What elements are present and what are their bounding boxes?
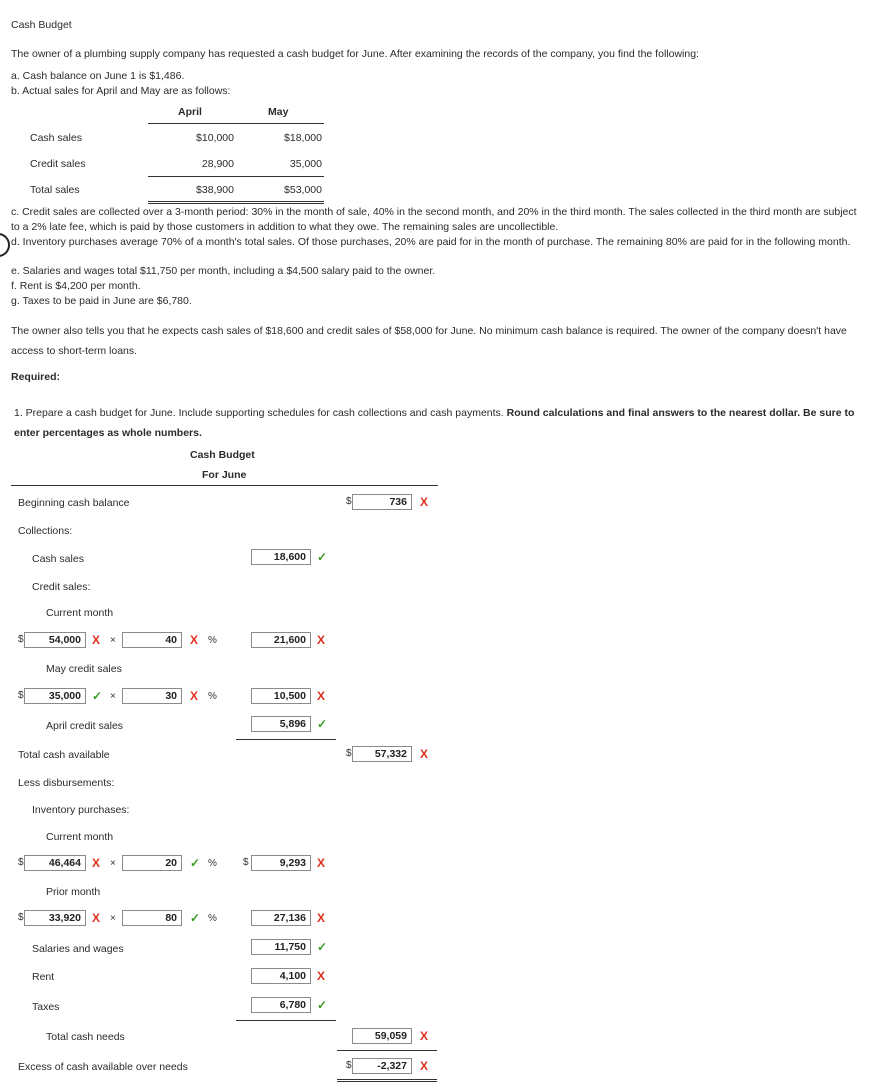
- sales-row-label: Credit sales: [30, 158, 86, 170]
- incorrect-icon: X: [317, 633, 326, 647]
- times-sign: ×: [110, 858, 116, 869]
- percent-sign: %: [208, 913, 217, 924]
- fact-f: f. Rent is $4,200 per month.: [11, 280, 141, 292]
- correct-icon: ✓: [317, 550, 328, 564]
- incorrect-icon: X: [317, 911, 326, 925]
- inv-current-amount-input[interactable]: 9,293: [251, 855, 311, 871]
- taxes-input[interactable]: 6,780: [251, 997, 311, 1013]
- incorrect-icon: X: [317, 689, 326, 703]
- incorrect-icon: X: [317, 969, 326, 983]
- label-inventory: Inventory purchases:: [32, 804, 130, 816]
- incorrect-icon: X: [317, 856, 326, 870]
- label-total-needs: Total cash needs: [46, 1031, 125, 1043]
- dollar-sign: $: [18, 912, 24, 923]
- label-current-month-inv: Current month: [46, 831, 114, 843]
- incorrect-icon: X: [420, 1029, 429, 1043]
- inv-prior-base-input[interactable]: 33,920: [24, 910, 86, 926]
- correct-icon: ✓: [190, 911, 201, 925]
- dollar-sign: $: [18, 634, 24, 645]
- incorrect-icon: X: [420, 495, 429, 509]
- dollar-sign: $: [346, 1060, 352, 1071]
- label-collections: Collections:: [18, 525, 73, 537]
- dollar-sign: $: [18, 857, 24, 868]
- focus-indicator-icon: [0, 233, 10, 257]
- fact-e: e. Salaries and wages total $11,750 per month, including a $4,500 salary paid to the owner.: [11, 265, 436, 277]
- dollar-sign: $: [18, 690, 24, 701]
- fact-a: a. Cash balance on June 1 is $1,486.: [11, 70, 185, 82]
- sales-row-label: Total sales: [30, 184, 80, 196]
- fact-g: g. Taxes to be paid in June are $6,780.: [11, 295, 192, 307]
- beginning-input[interactable]: 736: [352, 494, 412, 510]
- sales-row-label: Cash sales: [30, 132, 82, 144]
- percent-sign: %: [208, 635, 217, 646]
- percent-sign: %: [208, 858, 217, 869]
- salaries-input[interactable]: 11,750: [251, 939, 311, 955]
- dollar-sign: $: [346, 496, 352, 507]
- correct-icon: ✓: [92, 689, 103, 703]
- current-month-amount-input[interactable]: 21,600: [251, 632, 311, 648]
- sales-cell: 35,000: [289, 158, 322, 170]
- may-credit-base-input[interactable]: 35,000: [24, 688, 86, 704]
- budget-title: Cash Budget: [190, 449, 255, 461]
- percent-sign: %: [208, 691, 217, 702]
- inv-current-base-input[interactable]: 46,464: [24, 855, 86, 871]
- incorrect-icon: X: [420, 747, 429, 761]
- fact-c: c. Credit sales are collected over a 3-month period: 30% in the month of sale, 40% in the second month, and 20% in the third month. The sales collected in the third month are subject to a 2% late fee, which is paid by those customers in addition to what they owe. The remaining sales are uncollectible.: [11, 206, 857, 233]
- incorrect-icon: X: [92, 911, 101, 925]
- sales-cell: 28,900: [201, 158, 234, 170]
- label-rent: Rent: [32, 971, 55, 983]
- required-label: Required:: [11, 371, 61, 383]
- sales-header-april: April: [178, 106, 202, 118]
- dollar-sign: $: [243, 857, 249, 868]
- fact-b: b. Actual sales for April and May are as follows:: [11, 85, 231, 97]
- label-less-disbursements: Less disbursements:: [18, 777, 115, 789]
- may-credit-amount-input[interactable]: 10,500: [251, 688, 311, 704]
- sales-header-may: May: [268, 106, 289, 118]
- label-may-credit: May credit sales: [46, 663, 122, 675]
- requirement-text: 1. Prepare a cash budget for June. Include supporting schedules for cash collections and cash payments. Round calculations and final answers to the nearest dollar. Be sure to enter percentages as whole numbers.: [14, 407, 855, 439]
- april-credit-amount-input[interactable]: 5,896: [251, 716, 311, 732]
- fact-d: d. Inventory purchases average 70% of a month's total sales. Of those purchases, 20% are paid for in the month of purchase. The remaining 80% are paid for in the following month.: [11, 236, 851, 248]
- inv-current-pct-input[interactable]: 20: [122, 855, 182, 871]
- correct-icon: ✓: [317, 998, 328, 1012]
- inv-prior-amount-input[interactable]: 27,136: [251, 910, 311, 926]
- incorrect-icon: X: [190, 633, 199, 647]
- incorrect-icon: X: [420, 1059, 429, 1073]
- sales-cell: $10,000: [196, 132, 234, 144]
- label-beginning: Beginning cash balance: [18, 497, 130, 509]
- intro-text: The owner of a plumbing supply company has requested a cash budget for June. After examining the records of the company, you find the following:: [11, 48, 699, 60]
- times-sign: ×: [110, 691, 116, 702]
- total-available-input[interactable]: 57,332: [352, 746, 412, 762]
- label-total-available: Total cash available: [18, 749, 110, 761]
- owner-note: The owner also tells you that he expects cash sales of $18,600 and credit sales of $58,000 for June. No minimum cash balance is required. The owner of the company doesn't have access to short-term loans.: [11, 325, 847, 357]
- label-current-month: Current month: [46, 607, 114, 619]
- inv-prior-pct-input[interactable]: 80: [122, 910, 182, 926]
- label-cash-sales: Cash sales: [32, 553, 84, 565]
- incorrect-icon: X: [92, 856, 101, 870]
- incorrect-icon: X: [92, 633, 101, 647]
- current-month-base-input[interactable]: 54,000: [24, 632, 86, 648]
- sales-cell: $53,000: [284, 184, 322, 196]
- incorrect-icon: X: [190, 689, 199, 703]
- label-taxes: Taxes: [32, 1001, 60, 1013]
- excess-input[interactable]: -2,327: [352, 1058, 412, 1074]
- cash-sales-input[interactable]: 18,600: [251, 549, 311, 565]
- correct-icon: ✓: [317, 940, 328, 954]
- label-credit-sales: Credit sales:: [32, 581, 91, 593]
- total-needs-input[interactable]: 59,059: [352, 1028, 412, 1044]
- dollar-sign: $: [346, 748, 352, 759]
- rent-input[interactable]: 4,100: [251, 968, 311, 984]
- sales-cell: $18,000: [284, 132, 322, 144]
- correct-icon: ✓: [317, 717, 328, 731]
- label-excess: Excess of cash available over needs: [18, 1061, 188, 1073]
- times-sign: ×: [110, 913, 116, 924]
- label-salaries: Salaries and wages: [32, 943, 124, 955]
- correct-icon: ✓: [190, 856, 201, 870]
- page-title: Cash Budget: [11, 19, 72, 31]
- times-sign: ×: [110, 635, 116, 646]
- current-month-pct-input[interactable]: 40: [122, 632, 182, 648]
- budget-subtitle: For June: [202, 469, 247, 481]
- may-credit-pct-input[interactable]: 30: [122, 688, 182, 704]
- label-prior-month: Prior month: [46, 886, 101, 898]
- sales-cell: $38,900: [196, 184, 234, 196]
- label-april-credit: April credit sales: [46, 720, 124, 732]
